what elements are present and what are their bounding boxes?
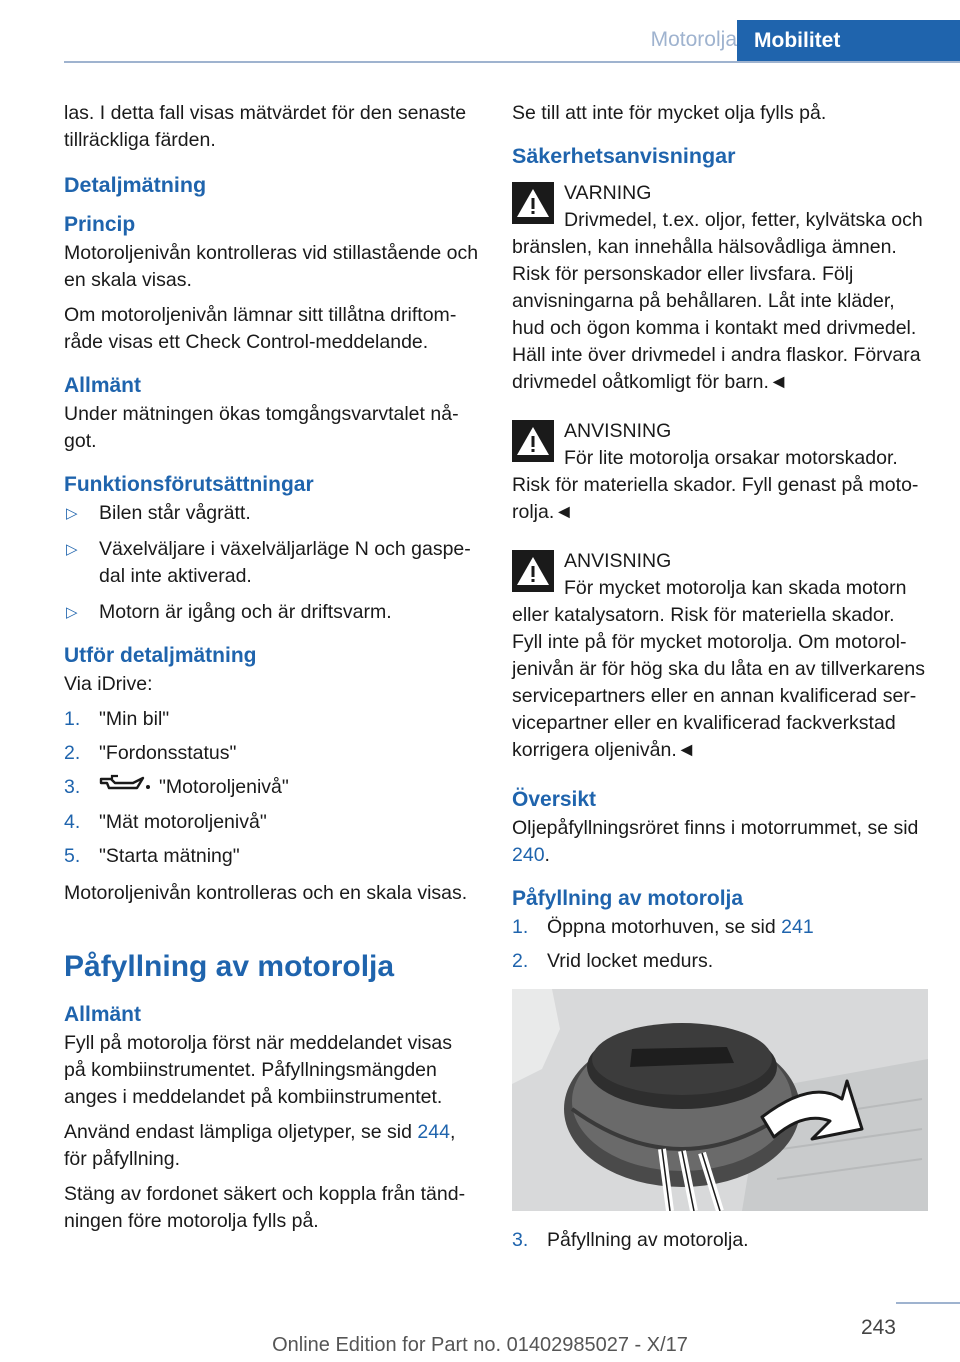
heading-pafyllning-av-motorolja: Påfyllning av motorolja: [512, 887, 744, 910]
list-item: ▷ Bilen står vågrätt.: [64, 500, 479, 527]
left-column: [64, 100, 479, 1243]
header-rule: [64, 61, 960, 63]
heading-pafyllning: Påfyllning av motorolja: [64, 950, 395, 983]
idrive-steps: [64, 706, 479, 870]
triangle-right-icon: ▷: [66, 541, 78, 558]
oil-can-icon: [99, 774, 151, 802]
list-item: ▷ Motorn är igång och är driftsvarm.: [64, 599, 479, 626]
list-item: 3. Påfyllning av motorolja.: [512, 1229, 749, 1251]
notice-text: För lite motorolja orsakar motorskador. Risk för materiella skador. Fyll genast på motorolja.◄: [512, 447, 919, 523]
oil-cap-photo: [512, 989, 928, 1211]
footer-rule: [896, 1302, 960, 1304]
page-header: [64, 0, 960, 62]
notice-text: För mycket motorolja kan skada motorn eller katalysatorn. Risk för materiella skador. Fyll inte på för mycket motorolja. Om motoroljenivån är för hög ska du låta en av tillverkarens servicepartners eller en annan kvalificerad servicepartner eller en kvalificerad fackverkstad korrigera oljenivån.◄: [512, 577, 925, 761]
triangle-right-icon: ▷: [66, 505, 78, 522]
heading-princip: Princip: [64, 213, 136, 236]
list-item: 2. "Fordonsstatus": [64, 742, 237, 764]
fill-steps-continued: [512, 1227, 930, 1254]
conditions-list: [64, 500, 479, 626]
right-column: [512, 100, 930, 1264]
princip-paragraph-2: Om motoroljenivån lämnar sitt tillåtna driftområde visas ett Check Control-meddelande.: [64, 304, 457, 353]
notice-title: ANVISNING: [564, 550, 672, 572]
warning-triangle-icon: [512, 550, 554, 592]
top-paragraph: Se till att inte för mycket olja fylls på.: [512, 102, 827, 124]
via-idrive: Via iDrive:: [64, 673, 153, 695]
list-item: 3. "Motoroljenivå": [64, 774, 479, 802]
notice-block: [512, 418, 930, 526]
list-item: 1. "Min bil": [64, 708, 170, 730]
warning-text: Drivmedel, t.ex. oljor, fetter, kylvätska och bränslen, kan innehålla hälsovådliga ämnen. Risk för personskador eller livsfara. Följ anvisningarna på behållaren. Låt inte kläder, hud och ögon komma i kontakt med drivmedel. Häll inte över drivmedel i andra flaskor. Förvara drivmedel oåtkomligt för barn.◄: [512, 209, 923, 393]
notice-block: [512, 548, 930, 764]
fill-steps: [512, 914, 930, 975]
heading-sakerhetsanvisningar: Säkerhetsanvisningar: [512, 144, 736, 168]
heading-oversikt: Översikt: [512, 788, 597, 811]
page-link-241[interactable]: 241: [781, 916, 814, 938]
warning-triangle-icon: [512, 420, 554, 462]
result-paragraph: Motoroljenivån kontrolleras och en skala visas.: [64, 882, 468, 904]
list-item: 5. "Starta mätning": [64, 845, 240, 867]
warning-title: VARNING: [564, 182, 652, 204]
triangle-right-icon: ▷: [66, 604, 78, 621]
edition-footer: Online Edition for Part no. 01402985027 - X/17: [272, 1334, 688, 1356]
page-number: 243: [860, 1316, 896, 1339]
oversikt-paragraph: Oljepåfyllningsröret finns i motorrummet, se sid 240.: [512, 817, 919, 866]
list-item: 4. "Mät motoroljenivå": [64, 811, 267, 833]
list-item: ▷ Växelväljare i växelväljarläge N och gaspedal inte aktiverad.: [66, 538, 471, 587]
section-title: Motorolja: [650, 28, 737, 51]
heading-allmant: Allmänt: [64, 374, 142, 397]
warning-block: [512, 180, 930, 396]
heading-detaljmatning: Detaljmätning: [64, 173, 207, 197]
heading-allmant-2: Allmänt: [64, 1003, 142, 1026]
heading-funktionsforutsattningar: Funktionsförutsättningar: [64, 473, 314, 496]
fyll-paragraph-2: Använd endast lämpliga oljetyper, se sid 244, för påfyllning.: [64, 1121, 456, 1170]
fyll-paragraph-3: Stäng av fordonet säkert och koppla från tändningen före motorolja fylls på.: [64, 1183, 466, 1232]
list-item: 2. Vrid locket medurs.: [512, 950, 714, 972]
page-link-244[interactable]: 244: [417, 1121, 450, 1143]
page-link-240[interactable]: 240: [512, 844, 545, 866]
heading-utfor-detaljmatning: Utför detaljmätning: [64, 644, 257, 667]
chapter-tab: Mobilitet: [737, 20, 960, 62]
list-item: 1. Öppna motorhuven, se sid 241: [512, 916, 814, 938]
fyll-paragraph-1: Fyll på motorolja först när meddelandet visas på kombiinstrumentet. Påfyllningsmängden anges i meddelandet på kombiinstrumentet.: [64, 1032, 453, 1108]
warning-triangle-icon: [512, 182, 554, 224]
intro-paragraph: las. I detta fall visas mätvärdet för den senaste tillräckliga färden.: [64, 102, 467, 151]
allmant-paragraph: Under mätningen ökas tomgångsvarvtalet något.: [64, 403, 459, 452]
notice-title: ANVISNING: [564, 420, 672, 442]
princip-paragraph-1: Motoroljenivån kontrolleras vid stillastående och en skala visas.: [64, 242, 479, 291]
